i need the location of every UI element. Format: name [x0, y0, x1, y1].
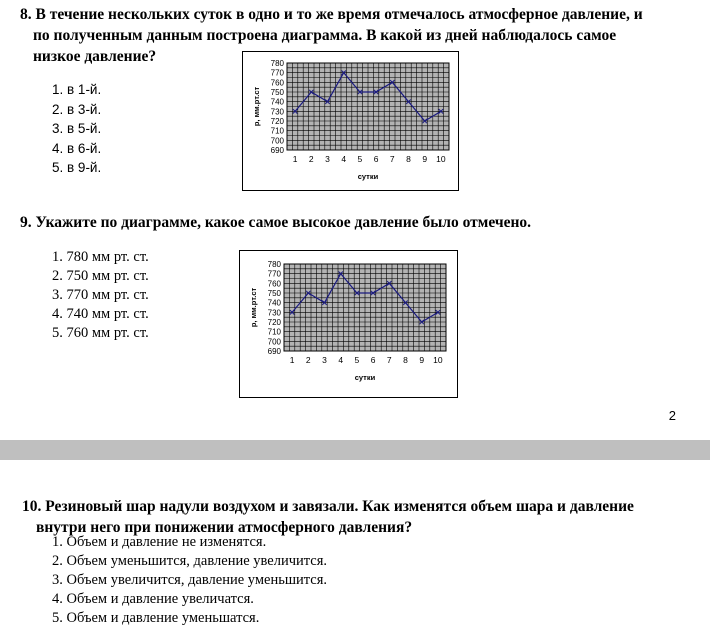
- y-axis-label: р, мм.рт.ст: [249, 287, 258, 328]
- option-item[interactable]: 3. 770 мм рт. ст.: [52, 287, 149, 303]
- x-tick-label: 2: [308, 154, 314, 164]
- pressure-chart-1: [242, 51, 459, 191]
- y-tick-label: 780: [267, 260, 281, 269]
- x-tick-label: 3: [322, 355, 327, 365]
- question-9-title-line: 9. Укажите по диаграмме, какое самое высокое давление было отмечено.: [20, 214, 532, 231]
- x-tick-label: 5: [354, 355, 360, 365]
- y-tick-label: 750: [267, 289, 281, 298]
- y-tick-label: 690: [267, 347, 281, 356]
- y-tick-label: 710: [267, 327, 281, 337]
- option-item[interactable]: 4. в 6-й.: [52, 140, 102, 156]
- y-tick-label: 760: [267, 279, 281, 289]
- y-tick-label: 770: [270, 68, 284, 78]
- option-item[interactable]: 3. в 5-й.: [52, 121, 102, 136]
- x-tick-label: 7: [386, 355, 392, 365]
- y-tick-label: 740: [270, 97, 284, 107]
- question-10-title-line: внутри него при понижении атмосферного давления?: [36, 519, 413, 536]
- y-tick-label: 760: [270, 78, 284, 88]
- question-10-options: [52, 533, 327, 628]
- y-tick-label: 770: [267, 269, 281, 279]
- question-8-title-line: низкое давление?: [33, 48, 157, 65]
- option-item[interactable]: 1. в 1-й.: [52, 82, 102, 97]
- option-item[interactable]: 5. Объем и давление уменьшатся.: [52, 610, 260, 626]
- question-9-title: [20, 212, 531, 233]
- y-tick-label: 710: [270, 126, 284, 136]
- y-tick-label: 780: [270, 59, 284, 68]
- y-tick-label: 720: [270, 117, 284, 126]
- x-tick-label: 7: [389, 154, 395, 164]
- question-8-title-line: 8. В течение нескольких суток в одно и то же время отмечалось атмосферное давление, и: [20, 6, 643, 23]
- y-tick-label: 700: [270, 136, 284, 146]
- y-tick-label: 740: [267, 298, 281, 308]
- y-tick-label: 700: [267, 337, 281, 347]
- x-tick-label: 2: [305, 355, 311, 365]
- x-tick-label: 5: [357, 154, 363, 164]
- x-tick-label: 9: [422, 154, 428, 164]
- option-item[interactable]: 4. 740 мм рт. ст.: [52, 306, 149, 322]
- pressure-chart-1-svg: [243, 52, 458, 190]
- question-8-options: [52, 80, 101, 178]
- option-item[interactable]: 2. Объем уменьшится, давление увеличится.: [52, 553, 328, 569]
- y-tick-label: 720: [267, 318, 281, 327]
- option-item[interactable]: 2. в 3-й.: [52, 101, 102, 117]
- option-item[interactable]: 4. Объем и давление увеличатся.: [52, 591, 254, 607]
- x-tick-label: 1: [292, 154, 298, 164]
- question-9-options: [52, 248, 149, 343]
- option-item[interactable]: 1. 780 мм рт. ст.: [52, 249, 149, 265]
- question-10-title-line: 10. Резиновый шар надули воздухом и завязали. Как изменятся объем шара и давление: [22, 498, 634, 515]
- x-tick-label: 6: [370, 355, 376, 365]
- x-tick-label: 3: [325, 154, 330, 164]
- question-10-title: [22, 496, 634, 538]
- x-tick-label: 1: [289, 355, 295, 365]
- x-axis-label: сутки: [357, 172, 379, 181]
- pressure-chart-2: [239, 250, 458, 398]
- x-axis-label: сутки: [354, 373, 376, 382]
- option-item[interactable]: 3. Объем увеличится, давление уменьшится.: [52, 572, 328, 588]
- page-number: 2: [668, 408, 676, 423]
- y-tick-label: 730: [267, 308, 281, 318]
- option-item[interactable]: 1. Объем и давление не изменятся.: [52, 534, 267, 550]
- x-tick-label: 10: [433, 355, 443, 365]
- question-8-title-line: по полученным данным построена диаграмма. В какой из дней наблюдалось самое: [33, 27, 617, 44]
- x-tick-label: 4: [341, 154, 347, 164]
- option-item[interactable]: 5. 760 мм рт. ст.: [52, 325, 149, 341]
- y-tick-label: 690: [270, 146, 284, 155]
- x-tick-label: 10: [436, 154, 446, 164]
- y-tick-label: 750: [270, 88, 284, 97]
- x-tick-label: 6: [373, 154, 379, 164]
- x-tick-label: 4: [338, 355, 344, 365]
- option-item[interactable]: 5. в 9-й.: [52, 160, 102, 175]
- y-axis-label: р, мм.рт.ст: [252, 86, 261, 127]
- page-separator: [0, 440, 710, 460]
- x-tick-label: 8: [403, 355, 408, 365]
- option-item[interactable]: 2. 750 мм рт. ст.: [52, 268, 149, 284]
- y-tick-label: 730: [270, 107, 284, 117]
- pressure-chart-2-svg: [240, 251, 457, 397]
- x-tick-label: 8: [406, 154, 411, 164]
- x-tick-label: 9: [419, 355, 425, 365]
